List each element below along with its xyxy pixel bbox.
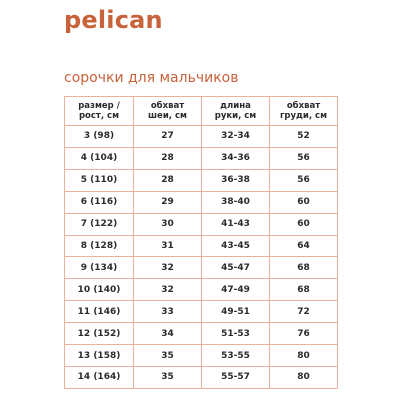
cell-size: 5 (110): [65, 169, 134, 191]
cell-neck: 35: [134, 345, 202, 367]
table-row: [65, 345, 338, 367]
cell-neck: 35: [134, 366, 202, 388]
cell-chest: 80: [270, 366, 338, 388]
table-row: [65, 323, 338, 345]
table-row: [65, 257, 338, 279]
cell-neck: 32: [134, 257, 202, 279]
header-neck-girth: обхват шеи, см: [134, 97, 202, 126]
cell-sleeve: 38-40: [202, 191, 270, 213]
cell-sleeve: 36-38: [202, 169, 270, 191]
cell-size: 10 (140): [65, 279, 134, 301]
cell-size: 14 (164): [65, 366, 134, 388]
cell-chest: 68: [270, 279, 338, 301]
cell-chest: 60: [270, 213, 338, 235]
cell-size: 7 (122): [65, 213, 134, 235]
table-header-row: [65, 97, 338, 126]
cell-chest: 72: [270, 301, 338, 323]
cell-neck: 30: [134, 213, 202, 235]
table-row: [65, 126, 338, 148]
cell-neck: 33: [134, 301, 202, 323]
header-chest-girth: обхват груди, см: [270, 97, 338, 126]
cell-sleeve: 47-49: [202, 279, 270, 301]
table-row: [65, 213, 338, 235]
table-row: [65, 191, 338, 213]
table-row: [65, 235, 338, 257]
cell-neck: 27: [134, 126, 202, 148]
brand-logo: pelican: [64, 6, 163, 34]
cell-chest: 60: [270, 191, 338, 213]
cell-sleeve: 49-51: [202, 301, 270, 323]
cell-chest: 56: [270, 169, 338, 191]
cell-sleeve: 43-45: [202, 235, 270, 257]
header-size-height: размер / рост, см: [65, 97, 134, 126]
cell-chest: 76: [270, 323, 338, 345]
cell-neck: 32: [134, 279, 202, 301]
cell-sleeve: 55-57: [202, 366, 270, 388]
cell-sleeve: 34-36: [202, 147, 270, 169]
header-sleeve-length: длина руки, см: [202, 97, 270, 126]
cell-size: 4 (104): [65, 147, 134, 169]
cell-size: 13 (158): [65, 345, 134, 367]
cell-chest: 68: [270, 257, 338, 279]
table-row: [65, 279, 338, 301]
cell-chest: 56: [270, 147, 338, 169]
cell-size: 6 (116): [65, 191, 134, 213]
cell-sleeve: 51-53: [202, 323, 270, 345]
cell-size: 9 (134): [65, 257, 134, 279]
cell-size: 12 (152): [65, 323, 134, 345]
table-row: [65, 147, 338, 169]
cell-sleeve: 53-55: [202, 345, 270, 367]
cell-neck: 29: [134, 191, 202, 213]
cell-neck: 28: [134, 147, 202, 169]
page-title: сорочки для мальчиков: [64, 70, 239, 86]
cell-neck: 28: [134, 169, 202, 191]
size-table: [64, 96, 338, 389]
cell-sleeve: 45-47: [202, 257, 270, 279]
cell-chest: 64: [270, 235, 338, 257]
cell-sleeve: 32-34: [202, 126, 270, 148]
cell-neck: 34: [134, 323, 202, 345]
cell-size: 8 (128): [65, 235, 134, 257]
table-row: [65, 301, 338, 323]
cell-size: 11 (146): [65, 301, 134, 323]
table-row: [65, 169, 338, 191]
cell-sleeve: 41-43: [202, 213, 270, 235]
table-row: [65, 366, 338, 388]
cell-chest: 52: [270, 126, 338, 148]
table-body: [65, 126, 338, 389]
cell-size: 3 (98): [65, 126, 134, 148]
cell-neck: 31: [134, 235, 202, 257]
cell-chest: 80: [270, 345, 338, 367]
